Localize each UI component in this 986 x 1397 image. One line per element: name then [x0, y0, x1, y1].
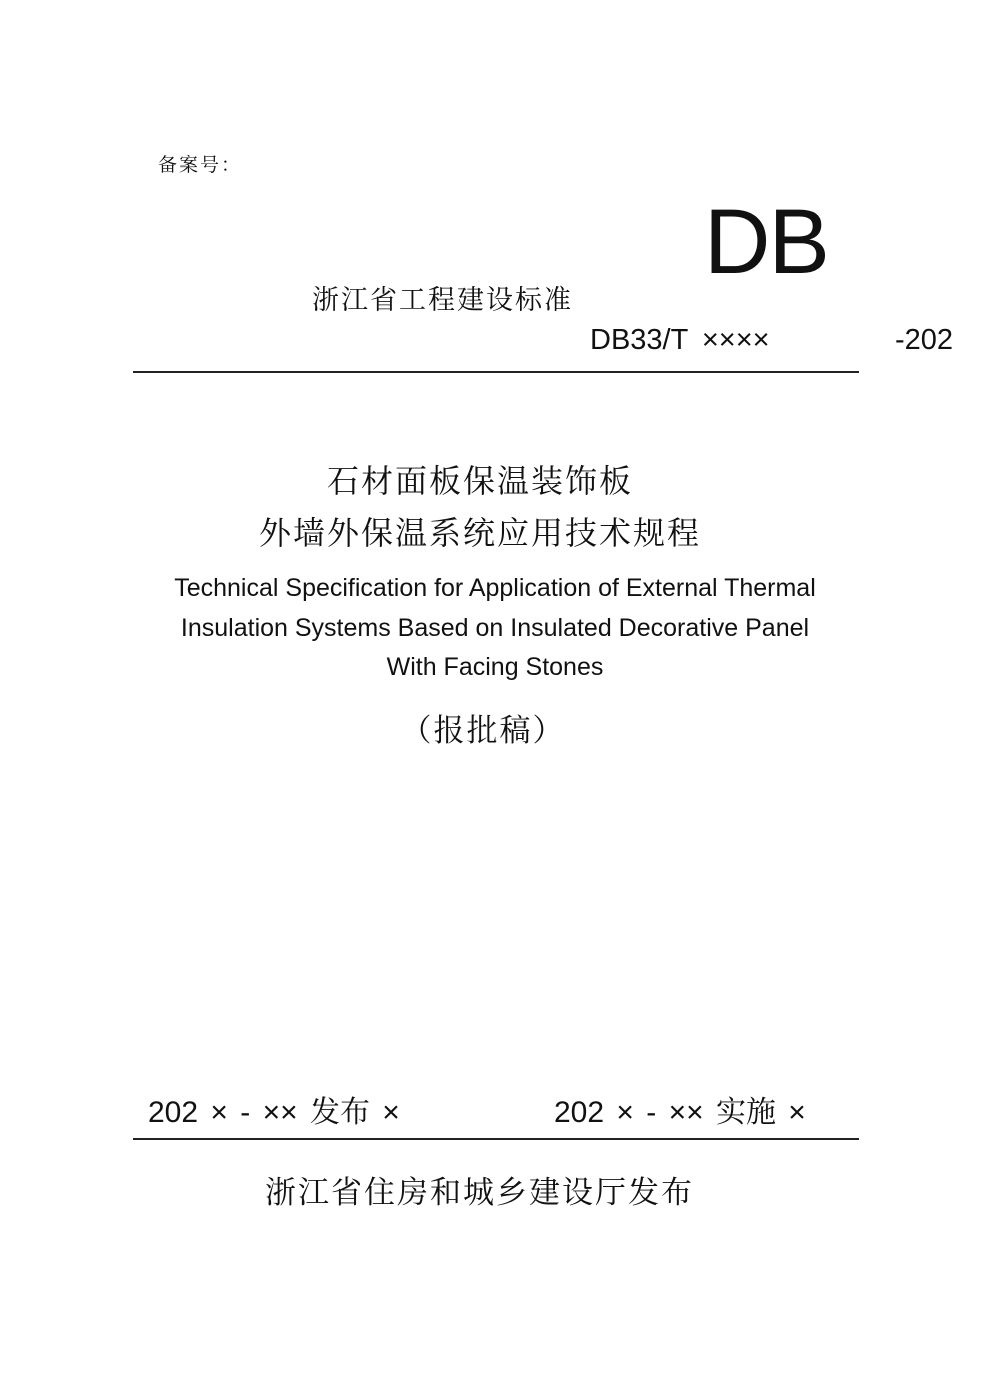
title-cn-line-2: 外墙外保温系统应用技术规程 — [258, 514, 701, 552]
title-en-line-3: With Facing Stones — [386, 653, 604, 681]
top-divider — [133, 371, 859, 373]
standard-number: DB33/T ×××× — [590, 324, 770, 356]
db-standard-mark: DB — [704, 191, 828, 293]
implement-date: 202 × - ×× 实施 × — [554, 1096, 806, 1129]
title-en-line-1: Technical Specification for Application of External Thermal — [174, 574, 816, 602]
title-cn-line-1: 石材面板保温装饰板 — [326, 462, 633, 500]
publisher: 浙江省住房和城乡建设厅发布 — [265, 1175, 694, 1211]
standard-year: -202 — [895, 324, 954, 356]
bottom-divider — [133, 1138, 859, 1140]
issue-date: 202 × - ×× 发布 × — [148, 1096, 400, 1129]
record-number-label: 备案号： — [158, 154, 243, 176]
standard-category: 浙江省工程建设标准 — [312, 285, 573, 316]
title-en-line-2: Insulation Systems Based on Insulated Decorative Panel — [180, 614, 810, 642]
draft-stage-label: （报批稿） — [400, 713, 566, 749]
